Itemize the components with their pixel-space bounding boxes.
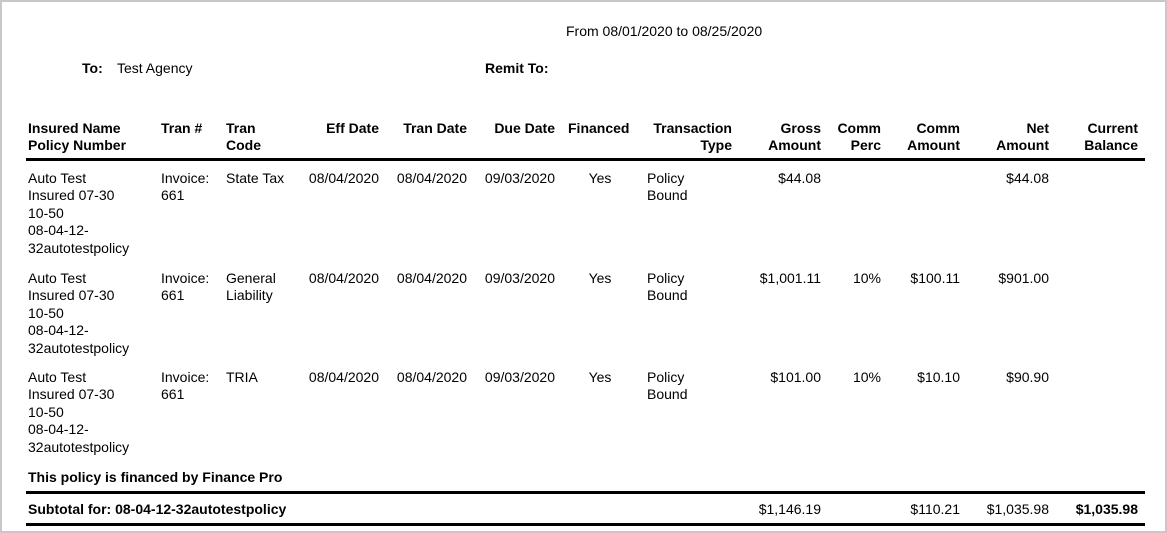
header-due-date: Due Date: [494, 120, 555, 136]
header-net-2: Amount: [996, 137, 1049, 153]
header-balance-1: Current: [1087, 120, 1138, 136]
header-comm-amount-1: Comm: [916, 120, 960, 136]
cell-comm-amount: $10.10: [917, 369, 960, 385]
cell-eff-date: 08/04/2020: [308, 369, 379, 385]
header-eff-date: Eff Date: [326, 120, 379, 136]
header-transaction-1: Transaction: [653, 120, 732, 136]
cell-insured: Auto Test Insured 07-30 10-50 08-04-12- 32autotestpolicy: [28, 170, 130, 256]
cell-tran-date: 08/04/2020: [396, 369, 467, 385]
cell-financed: Yes: [588, 369, 612, 385]
cell-net-amount: $90.90: [1006, 369, 1049, 385]
cell-tran-code: State Tax: [226, 170, 285, 186]
cell-financed: Yes: [588, 270, 612, 286]
cell-eff-date: 08/04/2020: [308, 270, 379, 286]
cell-net-amount: $44.08: [1006, 170, 1049, 186]
cell-due-date: 09/03/2020: [484, 170, 555, 186]
header-insured-name: Insured Name: [28, 120, 121, 136]
header-net-1: Net: [1026, 120, 1049, 136]
cell-comm-amount: $100.11: [910, 270, 960, 286]
date-range: From 08/01/2020 to 08/25/2020: [566, 23, 763, 39]
subtotal-net: $1,035.98: [986, 501, 1049, 517]
header-tran-code-2: Code: [226, 137, 261, 153]
cell-transaction-type: Policy Bound: [647, 270, 688, 304]
cell-gross-amount: $44.08: [778, 170, 821, 186]
cell-financed: Yes: [588, 170, 612, 186]
cell-tran-num: Invoice: 661: [161, 270, 210, 304]
to-label: To:: [82, 60, 103, 76]
cell-due-date: 09/03/2020: [484, 270, 555, 286]
header-tran-num: Tran #: [161, 120, 203, 136]
header-divider: [26, 158, 1145, 161]
header-gross-2: Amount: [768, 137, 821, 153]
cell-due-date: 09/03/2020: [484, 369, 555, 385]
header-tran-code-1: Tran: [226, 120, 256, 136]
subtotal-top-divider: [26, 491, 1145, 494]
subtotal-gross: $1,146.19: [758, 501, 821, 517]
financed-note: This policy is financed by Finance Pro: [28, 469, 283, 485]
cell-comm-perc: 10%: [852, 270, 881, 286]
cell-gross-amount: $101.00: [770, 369, 821, 385]
header-tran-date: Tran Date: [403, 120, 467, 136]
header-policy-number: Policy Number: [28, 137, 127, 153]
header-comm-amount-2: Amount: [907, 137, 960, 153]
cell-eff-date: 08/04/2020: [308, 170, 379, 186]
remit-to-label: Remit To:: [485, 60, 549, 76]
cell-comm-perc: 10%: [852, 369, 881, 385]
cell-tran-code: TRIA: [226, 369, 258, 385]
subtotal-balance: $1,035.98: [1075, 501, 1138, 517]
header-comm-perc-1: Comm: [837, 120, 881, 136]
header-financed: Financed: [568, 120, 630, 136]
cell-insured: Auto Test Insured 07-30 10-50 08-04-12- 32autotestpolicy: [28, 369, 130, 455]
header-transaction-2: Type: [700, 137, 732, 153]
header-balance-2: Balance: [1084, 137, 1138, 153]
cell-tran-num: Invoice: 661: [161, 369, 210, 403]
header-comm-perc-2: Perc: [850, 137, 881, 153]
cell-net-amount: $901.00: [998, 270, 1049, 286]
cell-insured: Auto Test Insured 07-30 10-50 08-04-12- 32autotestpolicy: [28, 270, 130, 356]
cell-transaction-type: Policy Bound: [647, 369, 688, 403]
cell-tran-date: 08/04/2020: [396, 270, 467, 286]
cell-transaction-type: Policy Bound: [647, 170, 688, 204]
header-gross-1: Gross: [780, 120, 821, 136]
cell-tran-code: General Liability: [226, 270, 276, 304]
subtotal-comm-amount: $110.21: [910, 501, 960, 517]
cell-tran-date: 08/04/2020: [396, 170, 467, 186]
cell-tran-num: Invoice: 661: [161, 170, 210, 204]
cell-gross-amount: $1,001.11: [759, 270, 821, 286]
subtotal-label: Subtotal for: 08-04-12-32autotestpolicy: [28, 501, 287, 517]
to-value: Test Agency: [117, 60, 193, 76]
subtotal-bottom-divider: [26, 523, 1145, 526]
